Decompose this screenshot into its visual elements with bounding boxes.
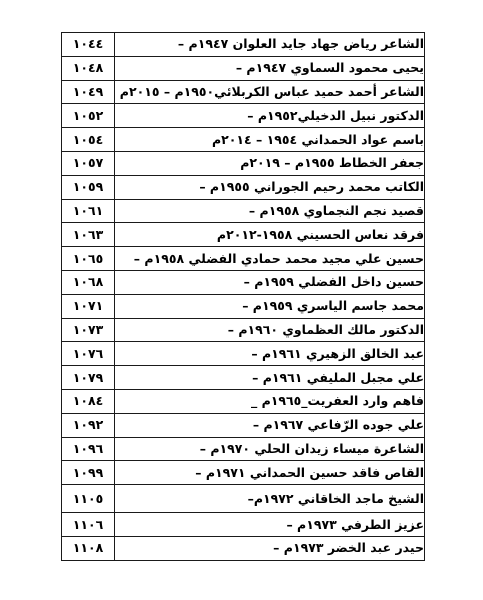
entry-name-cell: الدكتور مالك العظماوي ١٩٦٠م – xyxy=(115,318,425,342)
entry-name-cell: فاهم وارد العفريت_١٩٦٥م _ xyxy=(115,389,425,413)
page-number-cell: ١٠٧٦ xyxy=(62,342,115,366)
page-number-cell: ١٠٥٤ xyxy=(62,128,115,152)
page-number-cell: ١٠٥٢ xyxy=(62,104,115,128)
page-number-cell: ١٠٧٩ xyxy=(62,366,115,390)
table-row xyxy=(62,437,425,461)
page-number-cell: ١٠٦١ xyxy=(62,199,115,223)
page-number-cell: ١٠٤٤ xyxy=(62,33,115,57)
entry-name-cell: يحيى محمود السماوي ١٩٤٧م – xyxy=(115,56,425,80)
table-row xyxy=(62,294,425,318)
page-number-cell: ١١٠٥ xyxy=(62,485,115,513)
page-number-cell: ١٠٤٨ xyxy=(62,56,115,80)
entry-name-cell: علي جوده الرّفاعي ١٩٦٧م – xyxy=(115,413,425,437)
page-number-cell: ١٠٦٥ xyxy=(62,247,115,271)
table-row xyxy=(62,461,425,485)
table-row xyxy=(62,413,425,437)
table-row xyxy=(62,389,425,413)
entry-name-cell: حسين علي مجيد محمد حمادي الفضلي ١٩٥٨م – xyxy=(115,247,425,271)
entry-name-cell: الدكتور نبيل الدخيلي١٩٥٢م – xyxy=(115,104,425,128)
table-row xyxy=(62,247,425,271)
table-row xyxy=(62,128,425,152)
index-table xyxy=(61,32,425,561)
table-row xyxy=(62,104,425,128)
table-row xyxy=(62,342,425,366)
table-row xyxy=(62,223,425,247)
table-row xyxy=(62,175,425,199)
entry-name-cell: فرقد نعاس الحسيني ١٩٥٨-٢٠١٢م xyxy=(115,223,425,247)
entry-name-cell: جعفر الخطاط ١٩٥٥م – ٢٠١٩م xyxy=(115,151,425,175)
table-row xyxy=(62,318,425,342)
table-row xyxy=(62,151,425,175)
entry-name-cell: الشاعر أحمد حميد عباس الكربلائي١٩٥٠م – ٢٠١٥م xyxy=(115,80,425,104)
entry-name-cell: عزيز الطرفي ١٩٧٣م – xyxy=(115,513,425,537)
page-number-cell: ١٠٨٤ xyxy=(62,389,115,413)
page-number-cell: ١٠٩٩ xyxy=(62,461,115,485)
entry-name-cell: القاص فاقد حسين الحمداني ١٩٧١م – xyxy=(115,461,425,485)
entry-name-cell: علي مجبل المليفي ١٩٦١م – xyxy=(115,366,425,390)
entry-name-cell: محمد جاسم الياسري ١٩٥٩م – xyxy=(115,294,425,318)
page-number-cell: ١٠٦٨ xyxy=(62,270,115,294)
page-number-cell: ١٠٩٢ xyxy=(62,413,115,437)
index-table-body xyxy=(62,33,425,561)
table-row xyxy=(62,513,425,537)
entry-name-cell: حسين داخل الفضلي ١٩٥٩م – xyxy=(115,270,425,294)
table-row xyxy=(62,199,425,223)
entry-name-cell: الكاتب محمد رحيم الجوراني ١٩٥٥م – xyxy=(115,175,425,199)
table-row xyxy=(62,33,425,57)
table-row xyxy=(62,80,425,104)
table-row xyxy=(62,366,425,390)
table-row xyxy=(62,536,425,560)
page-number-cell: ١١٠٦ xyxy=(62,513,115,537)
page-number-cell: ١٠٤٩ xyxy=(62,80,115,104)
entry-name-cell: قصيد نجم النجماوي ١٩٥٨م – xyxy=(115,199,425,223)
page-number-cell: ١٠٩٦ xyxy=(62,437,115,461)
entry-name-cell: حيدر عبد الخضر ١٩٧٣م – xyxy=(115,536,425,560)
page-number-cell: ١٠٧١ xyxy=(62,294,115,318)
table-row xyxy=(62,270,425,294)
entry-name-cell: الشيخ ماجد الخاقاني ١٩٧٢م– xyxy=(115,485,425,513)
page-number-cell: ١٠٦٣ xyxy=(62,223,115,247)
page-number-cell: ١٠٥٩ xyxy=(62,175,115,199)
table-row xyxy=(62,56,425,80)
page-number-cell: ١٠٥٧ xyxy=(62,151,115,175)
entry-name-cell: باسم عواد الحمداني ١٩٥٤ – ٢٠١٤م xyxy=(115,128,425,152)
page-number-cell: ١٠٧٣ xyxy=(62,318,115,342)
entry-name-cell: عبد الخالق الزهيري ١٩٦١م – xyxy=(115,342,425,366)
page-number-cell: ١١٠٨ xyxy=(62,536,115,560)
entry-name-cell: الشاعر رياض جهاد جايد العلوان ١٩٤٧م – xyxy=(115,33,425,57)
entry-name-cell: الشاعرة ميساء زيدان الحلي ١٩٧٠م – xyxy=(115,437,425,461)
table-row xyxy=(62,485,425,513)
